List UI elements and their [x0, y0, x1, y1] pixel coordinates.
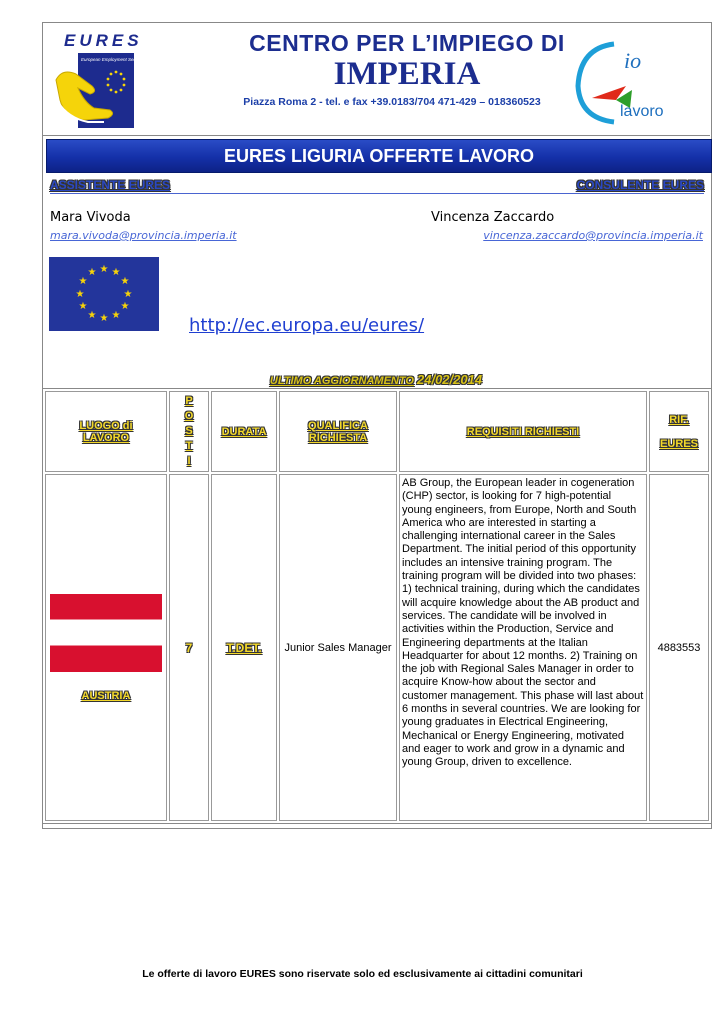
header-place	[45, 391, 167, 472]
svg-text:★: ★	[123, 289, 133, 300]
role-divider	[50, 193, 704, 194]
header-posts-letter: S	[185, 425, 193, 437]
header-place-line1: LUOGO di	[79, 419, 133, 432]
table-row	[45, 474, 709, 821]
lavoro-logo-text: lavoro	[620, 103, 664, 120]
header-qualification-line1: QUALIFICA	[308, 419, 368, 432]
lavoro-logo-io: io	[624, 48, 642, 73]
title-line1: CENTRO PER L’IMPIEGO DI	[249, 30, 565, 56]
svg-text:★: ★	[78, 301, 88, 312]
svg-text:★: ★	[87, 310, 97, 321]
header-qualification-line2: RICHIESTA	[308, 431, 368, 444]
header-ref-line1: RIF.	[669, 413, 689, 426]
last-update-label: ULTIMO AGGIORNAMENTO	[269, 375, 414, 387]
row-qualification: Junior Sales Manager	[279, 474, 397, 821]
assistant-email-link[interactable]: mara.vivoda@provincia.imperia.it	[50, 229, 237, 242]
table-header-row	[45, 391, 709, 472]
header-posts-letter: O	[184, 410, 194, 422]
svg-text:★: ★	[99, 264, 109, 275]
svg-text:★: ★	[120, 301, 130, 312]
svg-text:★: ★	[120, 276, 130, 287]
eures-logo-text: EURES	[64, 31, 143, 50]
consultant-email-link[interactable]: vincenza.zaccardo@provincia.imperia.it	[483, 229, 703, 242]
header	[42, 22, 710, 136]
header-ref-line2: EURES	[660, 437, 698, 450]
footer-note: Le offerte di lavoro EURES sono riservate solo ed esclusivamente ai cittadini comunitari	[142, 968, 583, 980]
svg-text:★: ★	[75, 289, 85, 300]
row-duration: T.DET.	[211, 474, 277, 821]
row-requirements: AB Group, the European leader in cogeneration (CHP) sector, is looking for 7 high-potential young engineers, from Europe, North and South America who are interested in starting a challenging international career in the Sales Department. The initial period of this opportunity includes an intensive training program. The training program will be divided into two phases: 1) technical training, during which the candidates will acquire knowledge about the AB product and services. The candidate will be involved in activities within the Production, Service and Engineering departments at the Italian Headquarter for about 12 months. 2) Training on the job with Regional Sales Manager in order to acquire Know-how about the sector and customer management. This phase will last about 6 months in several countries. We are looking for young graduates in Electrical Engineering, Mechanical or Energy Engineering, motivated and eager to work and grow in a dynamic and young Group, driven to excellence.	[399, 474, 647, 821]
row-place-cell	[45, 474, 167, 821]
last-update-date: 24/02/2014	[417, 372, 483, 387]
lavoro-logo	[570, 38, 666, 126]
header-qualification	[279, 391, 397, 472]
svg-text:★: ★	[99, 313, 109, 324]
assistant-role: ASSISTENTE EURES	[50, 178, 171, 192]
eures-logo	[54, 28, 146, 130]
assistant-name: Mara Vivoda	[50, 210, 131, 225]
header-posts-letter: P	[185, 395, 193, 407]
svg-text:★: ★	[78, 276, 88, 287]
header-ref	[649, 391, 709, 472]
eu-flag-image	[49, 257, 159, 331]
consultant-role: CONSULENTE EURES	[576, 178, 704, 192]
eures-portal-link[interactable]: http://ec.europa.eu/eures/	[189, 315, 425, 336]
banner-title: EURES LIGURIA OFFERTE LAVORO	[223, 146, 534, 166]
eures-logo-subtext: European Employment Services	[81, 57, 146, 62]
svg-text:★: ★	[111, 267, 121, 278]
austria-flag-image	[50, 594, 162, 672]
svg-text:★: ★	[111, 310, 121, 321]
banner-bar	[46, 139, 712, 173]
header-posts-letter: T	[185, 440, 193, 452]
last-update	[42, 372, 710, 387]
header-place-line2: LAVORO	[82, 431, 130, 444]
row-posts: 7	[169, 474, 209, 821]
row-ref: 4883553	[649, 474, 709, 821]
consultant-name: Vincenza Zaccardo	[431, 210, 555, 225]
svg-text:★: ★	[87, 267, 97, 278]
offers-table	[42, 388, 712, 824]
title-line2: IMPERIA	[333, 56, 481, 92]
contacts-line: Piazza Roma 2 - tel. e fax +39.0183/704 471-429 – 018360523	[243, 96, 541, 108]
header-duration: DURATA	[211, 391, 277, 472]
header-requirements: REQUISITI RICHIESTI	[399, 391, 647, 472]
header-posts-letter: I	[187, 455, 191, 467]
header-posts	[169, 391, 209, 472]
row-country: AUSTRIA	[81, 689, 131, 702]
